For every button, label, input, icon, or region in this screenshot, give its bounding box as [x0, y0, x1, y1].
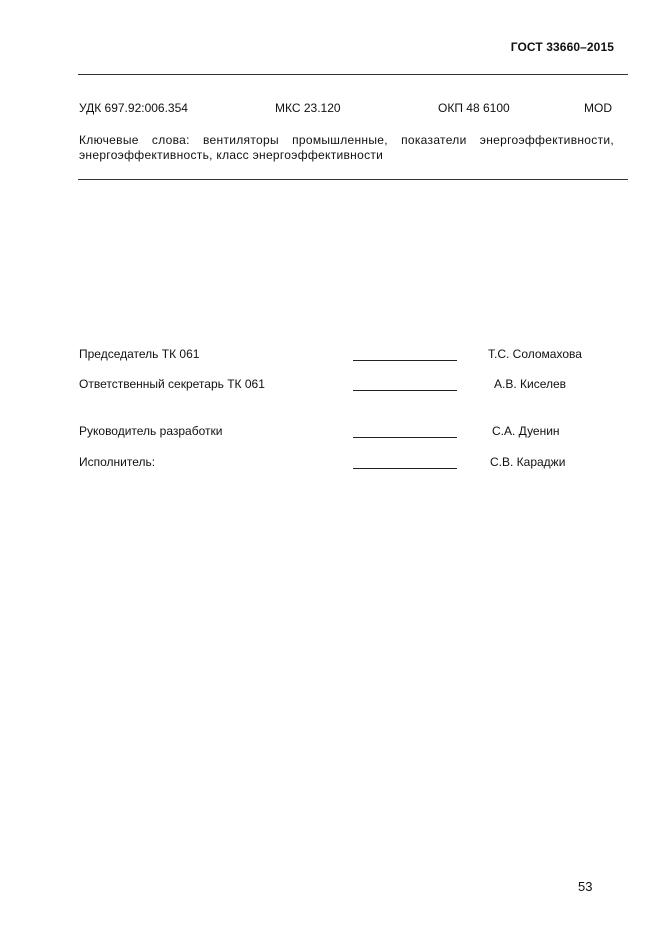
top-divider [78, 74, 628, 75]
signature-line [353, 468, 457, 469]
signature-name: А.В. Киселев [494, 377, 567, 391]
signature-name: С.В. Караджи [490, 455, 566, 469]
udk-code: УДК 697.92:006.354 [79, 101, 188, 115]
signature-line [353, 360, 457, 361]
keywords-line-1: Ключевые слова: вентиляторы промышленные, показатели энергоэффективности, [79, 133, 614, 147]
standard-code: ГОСТ 33660–2015 [510, 40, 614, 54]
signature-row [79, 424, 619, 440]
bottom-divider [78, 179, 628, 180]
mod-marker: MOD [584, 101, 612, 115]
signature-name: Т.С. Соломахова [488, 347, 582, 361]
signature-name: С.А. Дуенин [492, 424, 560, 438]
signature-role: Руководитель разработки [79, 424, 223, 438]
okp-code: ОКП 48 6100 [438, 101, 510, 115]
signature-row [79, 347, 619, 363]
signature-role: Председатель ТК 061 [79, 347, 200, 361]
signature-line [353, 390, 457, 391]
signature-line [353, 437, 457, 438]
mks-code: МКС 23.120 [275, 101, 341, 115]
keywords-line-2: энергоэффективность, класс энергоэффективности [79, 148, 384, 162]
signature-row [79, 377, 619, 393]
signature-role: Исполнитель: [79, 455, 156, 469]
signature-row [79, 455, 619, 471]
keywords-block [79, 133, 614, 163]
page-number: 53 [578, 879, 593, 894]
signature-role: Ответственный секретарь ТК 061 [79, 377, 265, 391]
